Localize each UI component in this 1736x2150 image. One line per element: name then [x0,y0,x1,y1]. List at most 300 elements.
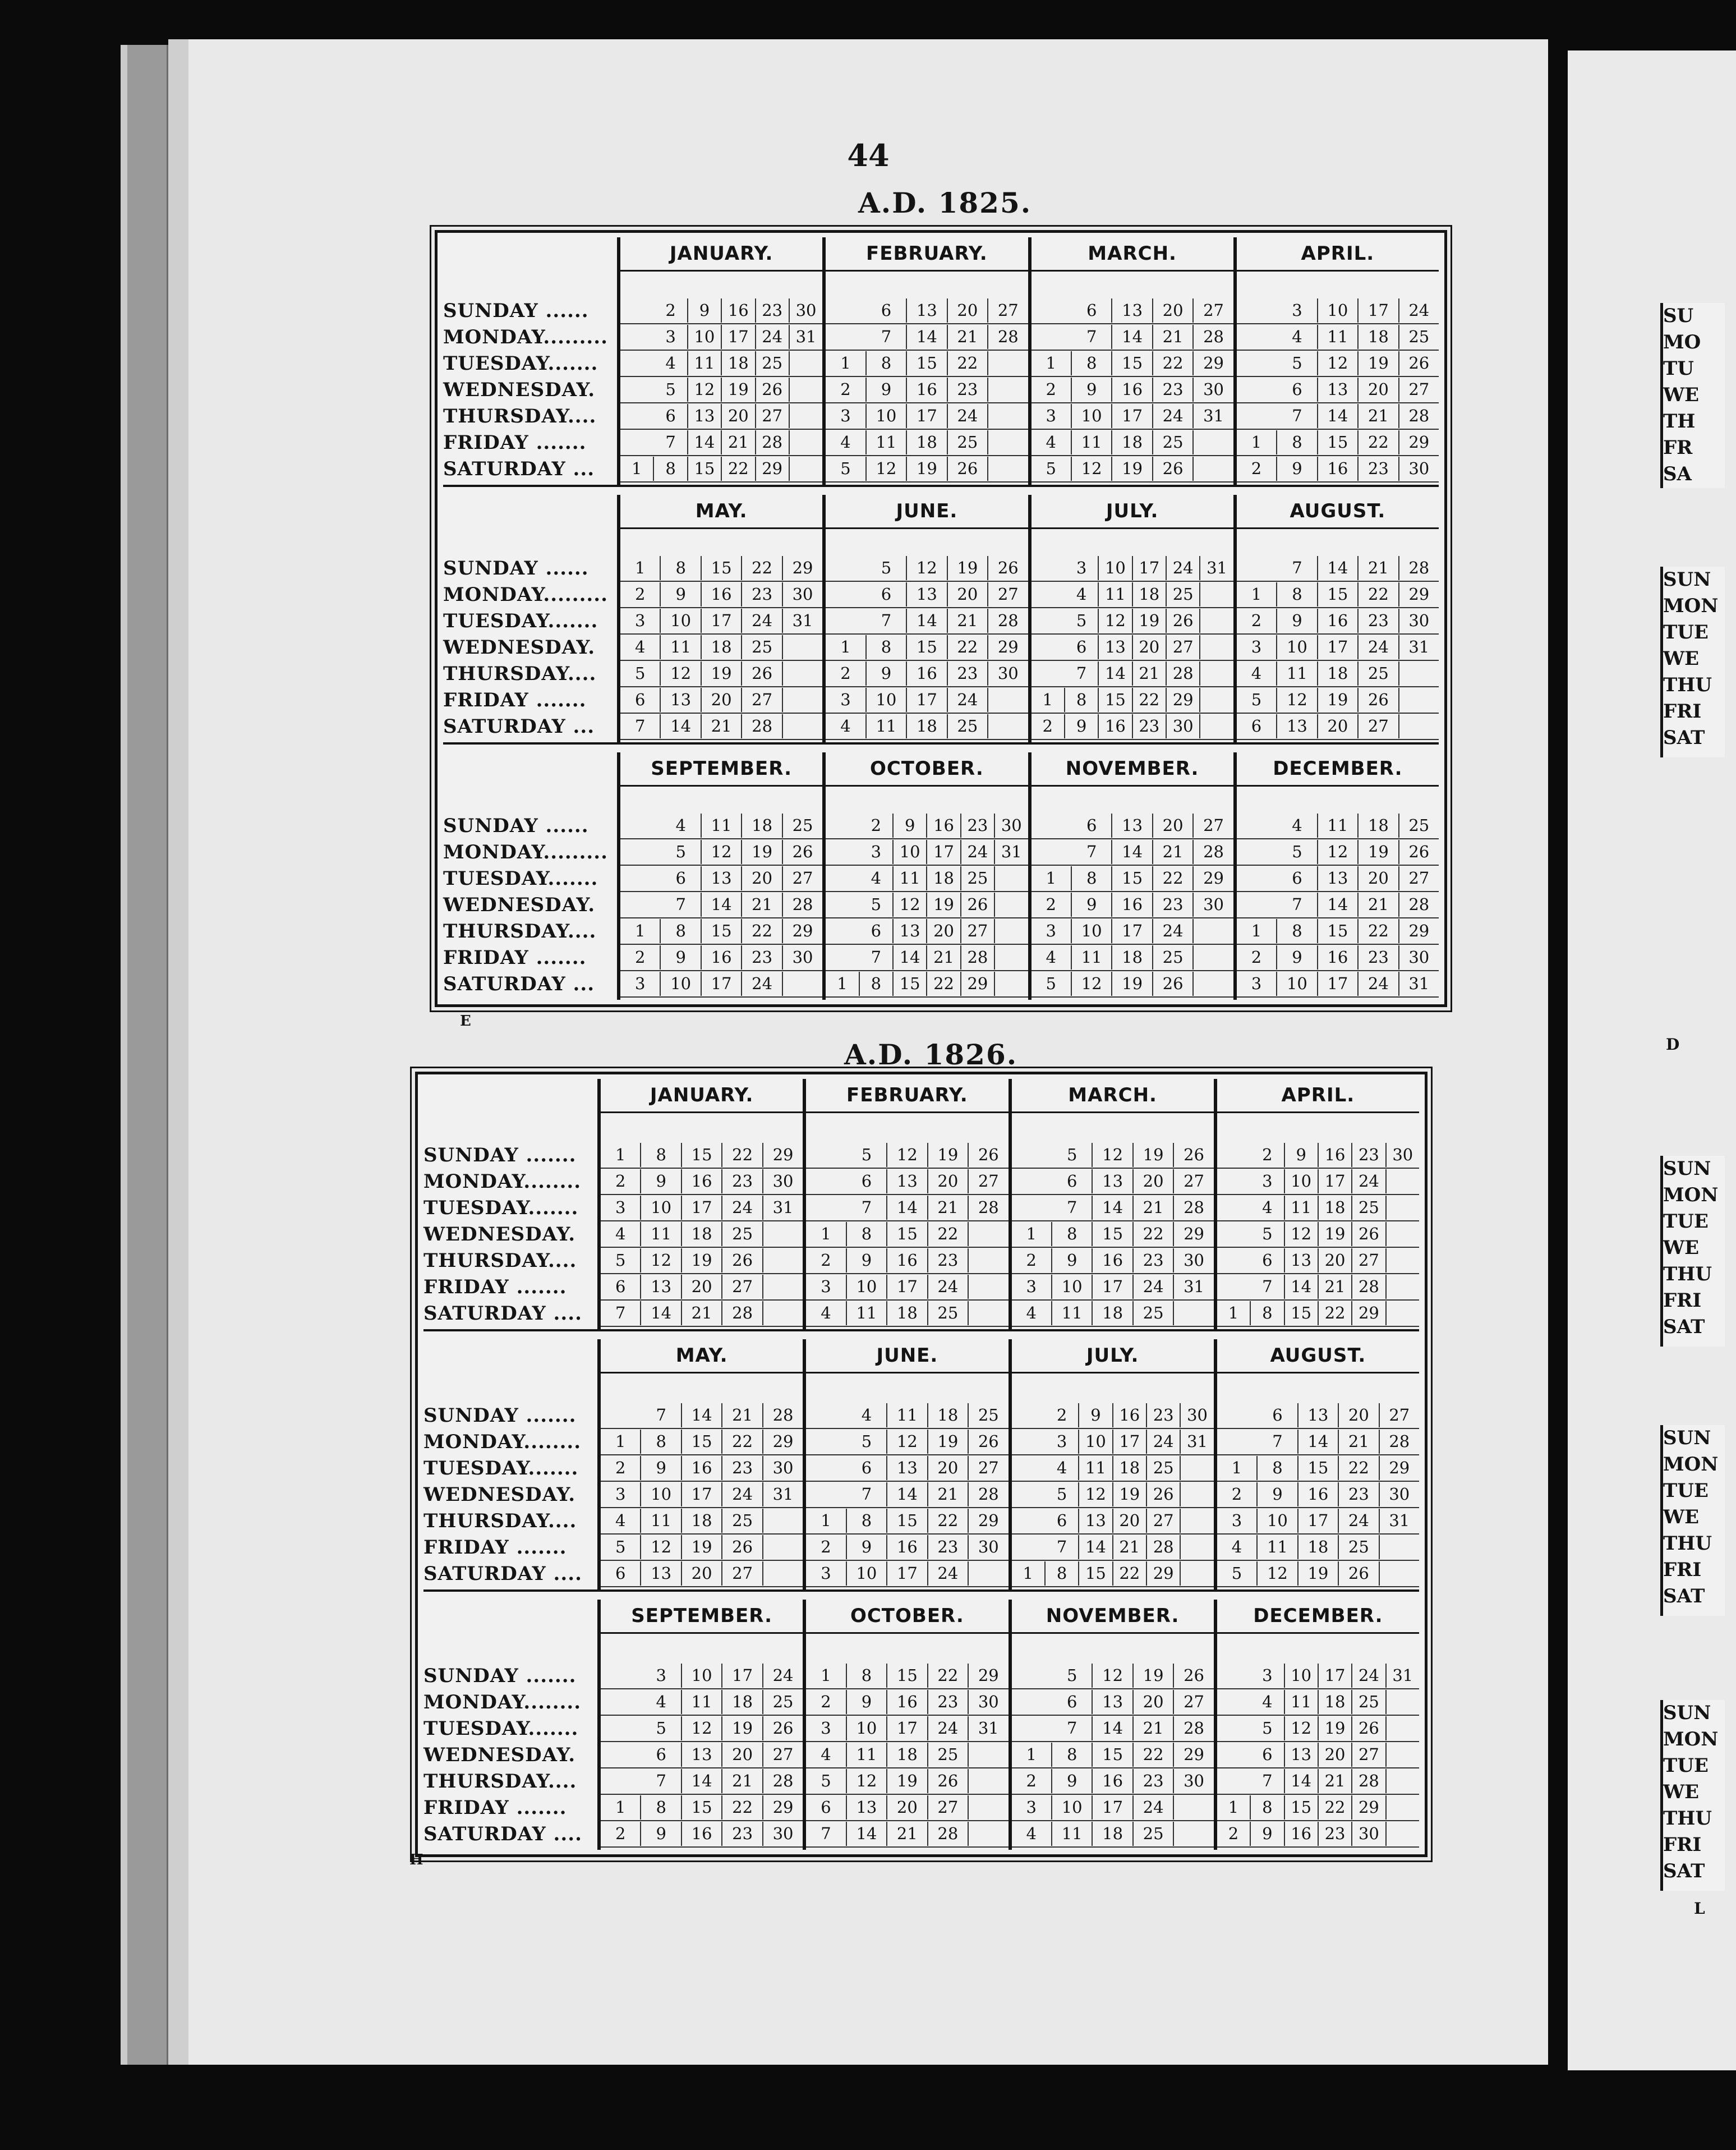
weekday-row [1012,1508,1214,1535]
day-number: 29 [978,1666,999,1685]
day-number: 12 [1285,1716,1319,1740]
day-number: 31 [1207,558,1228,577]
day-number: 20 [928,1169,969,1193]
weekday-row [1217,1403,1419,1429]
day-number: 30 [772,1458,794,1477]
day-number: 21 [722,1403,763,1427]
day-number: 7 [1258,1430,1298,1454]
month-day-rows [1237,272,1439,485]
weekday-row [620,298,822,324]
day-number: 5 [867,556,907,580]
weekday-row [1032,377,1233,403]
day-number: 3 [1251,1169,1284,1193]
weekday-row [1237,430,1439,456]
month-day-rows [1012,1634,1214,1850]
weekday-row [1032,351,1233,377]
weekday-label: MONDAY......... [443,326,608,348]
weekday-label: TUESDAY....... [443,352,598,375]
day-number: 19 [1319,1716,1352,1740]
day-number: 21 [1359,556,1399,580]
day-number: 16 [907,378,947,402]
day-number: 10 [1052,1795,1093,1820]
weekday-row [1032,714,1233,740]
day-number: 15 [682,1430,722,1454]
day-number: 6 [1237,714,1277,738]
day-number: 28 [742,714,782,738]
weekday-row [806,1429,1008,1455]
day-number: 9 [1052,1769,1093,1793]
month-column [1214,1600,1419,1850]
day-number: 1 [620,919,661,943]
day-number: 17 [682,1196,722,1220]
day-number: 2 [1217,1822,1251,1846]
day-number: 21 [927,945,961,970]
day-number: 30 [1389,1485,1410,1504]
day-number: 15 [702,556,742,580]
day-number: 20 [1319,1743,1352,1767]
day-number: 25 [1352,1690,1386,1714]
day-number: 11 [1318,325,1359,349]
weekday-labels [423,1079,597,1329]
weekday-row [1012,1248,1214,1274]
day-number: 17 [907,404,947,428]
day-number: 14 [1298,1430,1339,1454]
day-number: 29 [997,637,1019,656]
day-number: 15 [887,1664,928,1688]
weekday-row [1032,582,1233,608]
weekday-row [1217,1508,1419,1535]
day-number: 2 [1032,714,1065,738]
month-column [597,1339,803,1589]
weekday-row [1032,403,1233,430]
day-number: 21 [1319,1769,1352,1793]
facing-page-weekday-fragment: TUE [1663,621,1709,644]
day-number: 31 [1001,842,1022,861]
weekday-labels [423,1339,597,1589]
day-number: 24 [928,1561,969,1586]
weekday-row [826,403,1028,430]
day-number: 3 [1251,1664,1284,1688]
day-number: 5 [601,1535,641,1559]
day-number: 29 [1167,688,1200,712]
day-number: 5 [1237,688,1277,712]
day-number: 4 [1032,945,1072,970]
day-number: 28 [1408,895,1430,914]
day-number: 26 [1184,1666,1204,1685]
day-number: 27 [1359,714,1399,738]
weekday-row [806,1508,1008,1535]
weekday-label: WEDNESDAY. [443,894,596,916]
day-number: 25 [1153,945,1194,970]
day-number: 5 [641,1716,681,1740]
day-number: 3 [826,404,866,428]
weekday-row [1217,1221,1419,1248]
day-number: 20 [1318,714,1359,738]
month-day-rows [826,529,1028,742]
weekday-row [1032,298,1233,324]
day-number: 27 [1203,301,1224,320]
day-number: 13 [1093,1169,1133,1193]
weekday-row [826,582,1028,608]
weekday-row [1012,1821,1214,1848]
day-number: 26 [1408,842,1430,861]
day-number: 9 [1277,945,1318,970]
day-number: 2 [1237,609,1277,633]
day-number: 28 [772,1771,794,1790]
day-number: 14 [1318,556,1359,580]
day-number: 13 [887,1456,928,1480]
day-number: 10 [847,1561,887,1586]
day-number: 8 [641,1143,681,1167]
day-number: 23 [722,1822,763,1846]
day-number: 14 [688,430,722,454]
day-number: 30 [772,1172,794,1191]
day-number: 20 [948,582,988,607]
day-number: 2 [1046,1403,1079,1427]
day-number: 12 [1258,1561,1298,1586]
weekday-row [601,1535,803,1561]
day-number: 27 [722,1561,763,1586]
day-number: 28 [1184,1719,1204,1738]
weekday-row [826,608,1028,635]
day-number: 6 [620,688,661,712]
day-number: 24 [1134,1275,1174,1299]
day-number: 8 [1277,430,1318,454]
weekday-row [1032,687,1233,714]
month-day-rows [826,787,1028,1000]
day-number: 14 [1318,404,1359,428]
day-number: 16 [1318,945,1359,970]
day-number: 28 [772,1405,794,1425]
day-number: 7 [1052,1196,1093,1220]
month-name: APRIL. [1217,1079,1419,1113]
day-number: 8 [867,351,907,375]
day-number: 11 [1052,1822,1093,1846]
day-number: 23 [1319,1822,1352,1846]
day-number: 13 [641,1561,681,1586]
day-number: 24 [742,609,782,633]
day-number: 21 [1359,893,1399,917]
day-number: 24 [722,1196,763,1220]
month-column [803,1079,1008,1329]
day-number: 12 [661,661,701,686]
day-number: 10 [1285,1664,1319,1688]
day-number: 3 [1065,556,1099,580]
day-number: 25 [928,1301,969,1325]
day-number: 5 [1277,351,1318,375]
day-number: 25 [756,351,790,375]
day-number: 1 [1032,351,1072,375]
day-number: 7 [641,1403,681,1427]
weekday-row [1012,1535,1214,1561]
month-day-rows [1032,787,1233,1000]
weekday-row [1032,608,1233,635]
month-name: NOVEMBER. [1012,1600,1214,1634]
day-number: 12 [847,1769,887,1793]
day-number: 8 [1052,1743,1093,1767]
month-column [617,237,822,485]
day-number: 24 [948,404,988,428]
day-number: 10 [867,688,907,712]
day-number: 23 [1153,893,1194,917]
month-column [1233,752,1439,1000]
day-number: 6 [601,1561,641,1586]
day-number: 21 [1359,404,1399,428]
weekday-row [620,582,822,608]
day-number: 6 [1072,298,1112,323]
day-number: 30 [978,1537,999,1556]
day-number: 15 [1093,1222,1133,1246]
day-number: 16 [927,814,961,838]
weekday-row [806,1535,1008,1561]
day-number: 25 [978,1405,999,1425]
day-number: 18 [702,635,742,659]
day-number: 10 [688,325,722,349]
weekday-row [1012,1195,1214,1221]
month-name: JANUARY. [620,237,822,272]
day-number: 4 [806,1743,846,1767]
day-number: 7 [1072,840,1112,864]
day-number: 23 [722,1456,763,1480]
weekday-row [1032,324,1233,351]
day-number: 17 [887,1716,928,1740]
signature-mark: E [460,1013,471,1030]
day-number: 13 [907,298,947,323]
day-number: 17 [1112,404,1153,428]
day-number: 28 [1352,1275,1386,1299]
day-number: 15 [1079,1561,1113,1586]
day-number: 11 [702,814,742,838]
weekday-row [826,351,1028,377]
month-day-rows [806,1113,1008,1329]
weekday-row [1032,430,1233,456]
day-number: 15 [702,919,742,943]
day-number: 15 [1298,1456,1339,1480]
day-number: 4 [1046,1456,1079,1480]
day-number: 5 [847,1430,887,1454]
day-number: 16 [1093,1248,1133,1272]
day-number: 13 [1298,1403,1339,1427]
month-name: DECEMBER. [1217,1600,1419,1634]
weekday-label: TUESDAY....... [423,1197,579,1219]
month-column [1214,1339,1419,1589]
weekday-row [1012,1716,1214,1742]
day-number: 27 [1408,380,1430,399]
day-number: 16 [887,1535,928,1559]
month-day-rows [1012,1373,1214,1589]
day-number: 23 [742,945,782,970]
day-number: 25 [722,1509,763,1533]
day-number: 6 [1277,378,1318,402]
weekday-row [601,1795,803,1821]
day-number: 17 [1093,1275,1133,1299]
day-number: 31 [1408,637,1430,656]
day-number: 8 [1277,582,1318,607]
day-number: 10 [1318,298,1359,323]
weekday-row [1217,1742,1419,1768]
facing-page-weekday-fragment: WE [1663,1506,1700,1528]
weekday-row [1237,866,1439,892]
weekday-label: FRIDAY ....... [443,431,587,454]
day-number: 14 [907,325,947,349]
weekday-row [1032,635,1233,661]
month-column [1233,495,1439,742]
day-number: 13 [1112,298,1153,323]
day-number: 17 [927,840,961,864]
facing-page-weekday-fragment: SAT [1663,1585,1705,1607]
day-number: 13 [661,688,701,712]
day-number: 6 [1052,1690,1093,1714]
day-number: 16 [907,661,947,686]
day-number: 1 [1237,430,1277,454]
day-number: 6 [1052,1169,1093,1193]
day-number: 7 [641,1769,681,1793]
day-number: 3 [1237,635,1277,659]
day-number: 26 [1153,972,1194,996]
day-number: 13 [847,1795,887,1820]
day-number: 18 [927,866,961,890]
weekday-row [1032,971,1233,998]
day-number: 15 [887,1222,928,1246]
day-number: 14 [887,1482,928,1506]
day-number: 24 [928,1716,969,1740]
day-number: 10 [894,840,927,864]
weekday-label: SATURDAY .... [423,1563,582,1585]
day-number: 11 [1079,1456,1113,1480]
day-number: 1 [1217,1456,1258,1480]
day-number: 15 [907,635,947,659]
day-number: 5 [860,893,894,917]
day-number: 3 [1012,1795,1052,1820]
weekday-row [1237,555,1439,582]
day-number: 1 [806,1664,846,1688]
day-number: 25 [928,1743,969,1767]
month-column [803,1600,1008,1850]
day-number: 28 [997,611,1019,630]
facing-page-weekday-fragment: TUE [1663,1480,1709,1502]
weekday-row [826,635,1028,661]
month-day-rows [1237,529,1439,742]
weekday-row [1032,945,1233,971]
day-number: 10 [1099,556,1132,580]
day-number: 9 [1285,1143,1319,1167]
day-number: 24 [1167,556,1200,580]
day-number: 14 [1079,1535,1113,1559]
day-number: 11 [847,1743,887,1767]
day-number: 19 [1133,609,1167,633]
day-number: 31 [978,1719,999,1738]
signature-mark: H [409,1852,423,1868]
day-number: 1 [1012,1561,1046,1586]
weekday-row [601,1508,803,1535]
day-number: 15 [1093,1743,1133,1767]
month-day-rows [620,272,822,485]
day-number: 18 [1319,1690,1352,1714]
day-number: 29 [1184,1745,1204,1764]
weekday-row [620,555,822,582]
day-number: 4 [1251,1690,1284,1714]
day-number: 7 [654,430,688,454]
day-number: 4 [1251,1196,1284,1220]
day-number: 6 [1258,1403,1298,1427]
day-number: 1 [601,1143,641,1167]
day-number: 2 [806,1535,846,1559]
day-number: 16 [682,1169,722,1193]
day-number: 22 [928,1509,969,1533]
day-number: 29 [961,972,995,996]
day-number: 25 [742,635,782,659]
day-number: 19 [722,378,756,402]
day-number: 19 [682,1535,722,1559]
day-number: 9 [1065,714,1099,738]
day-number: 28 [1147,1535,1181,1559]
month-group [597,1079,1419,1329]
day-number: 25 [1167,582,1200,607]
day-number: 14 [887,1196,928,1220]
day-number: 26 [1352,1222,1386,1246]
calendar-quarter [423,1600,1419,1850]
day-number: 14 [1112,325,1153,349]
weekday-row [601,1768,803,1795]
day-number: 24 [928,1275,969,1299]
day-number: 22 [948,635,988,659]
day-number: 8 [1046,1561,1079,1586]
day-number: 23 [1133,714,1167,738]
day-number: 1 [826,635,866,659]
day-number: 2 [1032,893,1072,917]
day-number: 29 [1408,921,1430,940]
day-number: 13 [702,866,742,890]
weekday-row [826,661,1028,687]
day-number: 13 [1079,1509,1113,1533]
day-number: 3 [1032,404,1072,428]
weekday-row [806,1274,1008,1301]
day-number: 27 [1184,1172,1204,1191]
day-number: 10 [1258,1509,1298,1533]
weekday-row [1032,813,1233,839]
weekday-row [1012,1742,1214,1768]
day-number: 2 [620,582,661,607]
weekday-row [1032,839,1233,866]
day-number: 21 [1133,661,1167,686]
day-number: 7 [1052,1716,1093,1740]
weekday-row [1217,1429,1419,1455]
day-number: 15 [1318,430,1359,454]
day-number: 28 [928,1822,969,1846]
day-number: 16 [887,1248,928,1272]
weekday-row [806,1403,1008,1429]
day-number: 21 [742,893,782,917]
day-number: 5 [1217,1561,1258,1586]
day-number: 23 [928,1535,969,1559]
month-day-rows [620,787,822,1000]
weekday-row [1237,687,1439,714]
day-number: 25 [1134,1822,1174,1846]
day-number: 16 [682,1822,722,1846]
day-number: 8 [860,972,894,996]
day-number: 19 [1359,840,1399,864]
month-column [1028,237,1233,485]
facing-page-weekday-fragment: THU [1663,1807,1712,1830]
day-number: 26 [978,1145,999,1164]
day-number: 14 [641,1301,681,1325]
day-number: 26 [1408,353,1430,373]
weekday-row [620,403,822,430]
day-number: 19 [1112,972,1153,996]
day-number: 21 [948,609,988,633]
day-number: 20 [927,919,961,943]
weekday-label: SATURDAY .... [423,1823,582,1845]
